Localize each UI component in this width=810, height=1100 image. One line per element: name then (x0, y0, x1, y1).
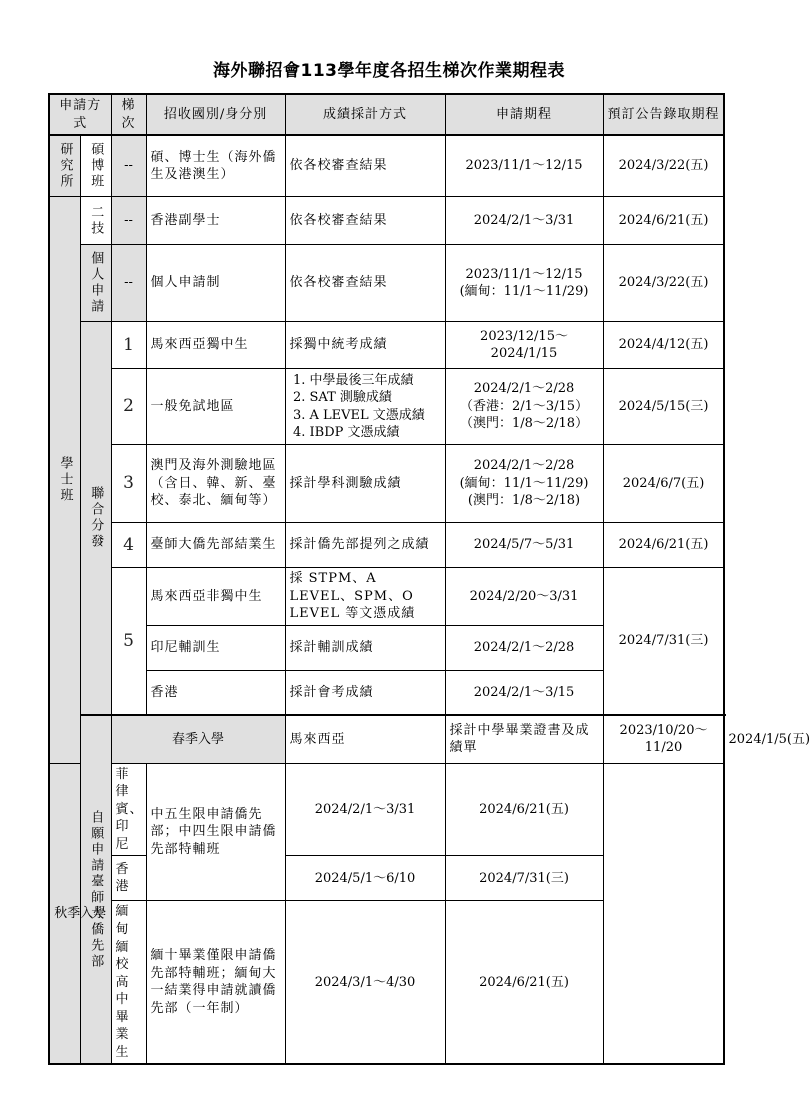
subgroup-two-tech: 二技 (80, 197, 111, 245)
group-bachelor: 學士班 (49, 197, 80, 764)
period-cell: 2024/2/1～2/28 （香港：2/1～3/15） （澳門：1/8～2/18） (445, 369, 603, 445)
admission-cell: 個人申請制 (146, 245, 285, 322)
announce-cell: 2024/6/7(五) (603, 445, 724, 523)
batch-dash: -- (111, 245, 146, 322)
batch-number: 1 (111, 322, 146, 369)
table-row (49, 135, 724, 197)
announce-cell: 2024/6/21(五) (603, 523, 724, 568)
list-item: 4. IBDP 文憑成績 (310, 424, 441, 442)
group-self-apply: 自願申請臺師大僑先部 (80, 715, 111, 1064)
score-cell (285, 369, 445, 445)
period-cell: 2024/2/20～3/31 (445, 568, 603, 626)
announce-cell: 2024/4/12(五) (603, 322, 724, 369)
subgroup-fall: 秋季入學 (49, 763, 111, 1064)
admission-cell: 緬甸緬校高中畢業生 (111, 901, 146, 1064)
table-row (49, 901, 724, 1064)
period-cell: 2024/2/1～2/28 (445, 625, 603, 670)
period-cell: 2024/5/1～6/10 (285, 856, 445, 901)
score-cell: 採計輔訓成績 (285, 625, 445, 670)
subgroup-personal: 個人申請 (80, 245, 111, 322)
admission-cell: 臺師大僑先部結業生 (146, 523, 285, 568)
score-cell: 緬十畢業僅限申請僑先部特輔班；緬甸大一結業得申請就讀僑先部（一年制） (146, 901, 285, 1064)
table-row (49, 197, 724, 245)
subgroup-master-phd: 碩博班 (80, 135, 111, 197)
admission-cell: 馬來西亞 (285, 715, 445, 763)
header-score: 成績採計方式 (285, 94, 445, 135)
period-cell: 2024/2/1～3/31 (445, 197, 603, 245)
admission-cell: 一般免試地區 (146, 369, 285, 445)
score-cell: 依各校審查結果 (285, 245, 445, 322)
score-cell: 採計僑先部提列之成績 (285, 523, 445, 568)
announce-cell: 2024/6/21(五) (445, 901, 603, 1064)
admission-cell: 澳門及海外測驗地區（含日、韓、新、臺校、泰北、緬甸等） (146, 445, 285, 523)
announce-cell: 2024/6/21(五) (603, 197, 724, 245)
announce-cell: 2024/7/31(三) (603, 568, 724, 716)
table-row (49, 322, 724, 369)
announce-cell: 2024/3/22(五) (603, 245, 724, 322)
score-cell: 採 STPM、A LEVEL、SPM、O LEVEL 等文憑成績 (285, 568, 445, 626)
table-row (49, 568, 724, 626)
period-cell: 2023/11/1～12/15 (445, 135, 603, 197)
score-cell: 中五生限申請僑先部；中四生限申請僑先部特輔班 (146, 763, 285, 901)
score-cell: 採計中學畢業證書及成績單 (445, 715, 603, 763)
score-list (290, 372, 441, 442)
period-cell: 2024/2/1～2/28 (緬甸：11/1～11/29) (澳門：1/8～2/18) (445, 445, 603, 523)
score-cell: 依各校審查結果 (285, 197, 445, 245)
admission-cell: 菲律賓、印尼 (111, 763, 146, 856)
announce-cell: 2024/3/22(五) (603, 135, 724, 197)
score-cell: 採計學科測驗成績 (285, 445, 445, 523)
period-cell: 2023/12/15～2024/1/15 (445, 322, 603, 369)
admission-cell: 馬來西亞獨中生 (146, 322, 285, 369)
admission-cell: 香港 (146, 670, 285, 715)
header-method: 申請方式 (49, 94, 111, 135)
admission-cell: 香港 (111, 856, 146, 901)
period-cell: 2024/5/7～5/31 (445, 523, 603, 568)
announce-cell: 2024/5/15(三) (603, 369, 724, 445)
batch-number: 2 (111, 369, 146, 445)
score-cell: 採計會考成績 (285, 670, 445, 715)
table-row (49, 763, 724, 856)
period-cell: 2023/10/20～11/20 (603, 715, 724, 763)
score-cell: 依各校審查結果 (285, 135, 445, 197)
schedule-table (48, 93, 810, 1065)
score-cell: 採獨中統考成績 (285, 322, 445, 369)
admission-cell: 印尼輔訓生 (146, 625, 285, 670)
header-period: 申請期程 (445, 94, 603, 135)
list-item: 1. 中學最後三年成績 (310, 372, 441, 390)
admission-cell: 香港副學士 (146, 197, 285, 245)
list-item: 3. A LEVEL 文憑成績 (310, 407, 441, 425)
period-cell: 2024/2/1～3/15 (445, 670, 603, 715)
header-batch: 梯次 (111, 94, 146, 135)
table-row (49, 445, 724, 523)
header-announce: 預訂公告錄取期程 (603, 94, 724, 135)
subgroup-spring: 春季入學 (111, 715, 285, 763)
period-cell: 2024/3/1～4/30 (285, 901, 445, 1064)
page-title: 海外聯招會113學年度各招生梯次作業期程表 (213, 61, 565, 81)
table-row (49, 369, 724, 445)
batch-number: 3 (111, 445, 146, 523)
period-cell: 2024/2/1～3/31 (285, 763, 445, 856)
batch-number: 4 (111, 523, 146, 568)
table-row (49, 245, 724, 322)
period-cell: 2023/11/1～12/15 (緬甸：11/1～11/29) (445, 245, 603, 322)
announce-cell: 2024/7/31(三) (445, 856, 603, 901)
header-admission: 招收國別/身分別 (146, 94, 285, 135)
subgroup-joint: 聯合分發 (80, 322, 111, 716)
list-item: 2. SAT 測驗成績 (310, 389, 441, 407)
admission-cell: 馬來西亞非獨中生 (146, 568, 285, 626)
batch-number: 5 (111, 568, 146, 716)
group-graduate: 研究所 (49, 135, 80, 197)
admission-cell: 碩、博士生（海外僑生及港澳生） (146, 135, 285, 197)
announce-cell: 2024/6/21(五) (445, 763, 603, 856)
table-row: 自願申請臺師大僑先部 春季入學 馬來西亞 採計中學畢業證書及成績單 2023/10/20～11/20 2024/1/5(五) (49, 715, 724, 763)
batch-dash: -- (111, 197, 146, 245)
table-row (49, 523, 724, 568)
batch-dash: -- (111, 135, 146, 197)
